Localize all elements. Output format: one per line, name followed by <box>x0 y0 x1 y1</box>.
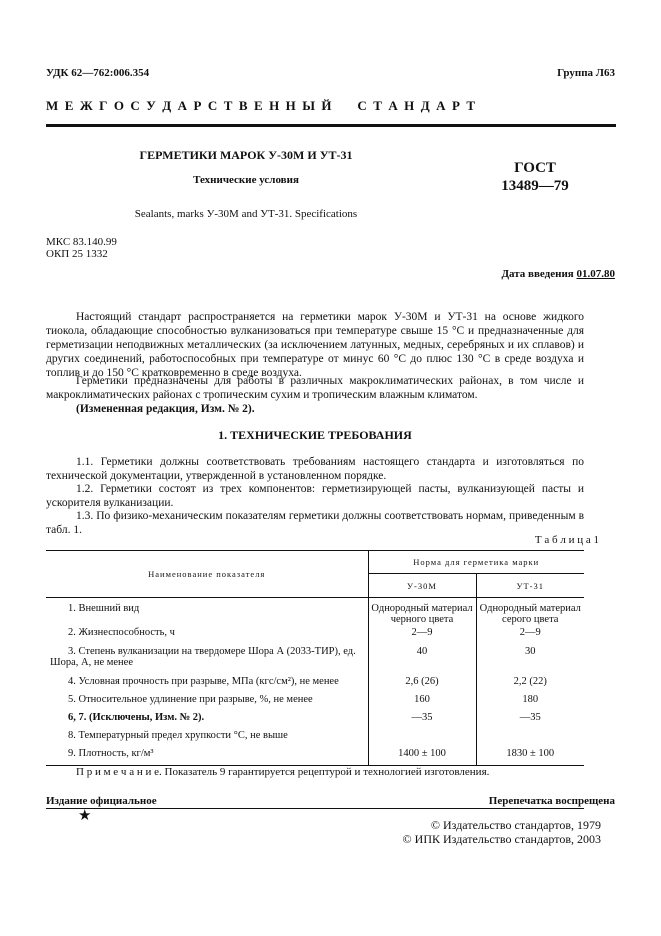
header-norm: Норма для герметика марки <box>368 551 584 574</box>
document-title: ГЕРМЕТИКИ МАРОК У-30М И УТ-31 <box>139 148 353 162</box>
row-name: 6, 7. (Исключены, Изм. № 2). <box>46 710 368 728</box>
row-name: 3. Степень вулканизации на твердомере Шора А (2033-ТИР), ед. Шора, А, не менее <box>46 644 368 674</box>
table-caption: Т а б л и ц а 1 <box>534 534 599 546</box>
row-name: 4. Условная прочность при разрыве, МПа (кгс/см²), не менее <box>46 674 368 692</box>
row-name: 2. Жизнеспособность, ч <box>46 625 368 644</box>
properties-table <box>46 550 584 766</box>
copyright-2003: © ИПК Издательство стандартов, 2003 <box>402 832 601 846</box>
row-u30m <box>368 728 476 746</box>
row-name: 5. Относительное удлинение при разрыве, %, не менее <box>46 692 368 710</box>
udk-code: УДК 62—762:006.354 <box>46 67 150 79</box>
table-row <box>46 644 584 674</box>
row-name: 8. Температурный предел хрупкости °С, не выше <box>46 728 368 746</box>
row-u30m: —35 <box>368 710 476 728</box>
row-ut31: 180 <box>522 694 539 705</box>
table-row <box>46 728 584 746</box>
table-row <box>46 746 584 766</box>
star-icon: ★ <box>78 808 92 824</box>
table-note: П р и м е ч а н и е. Показатель 9 гарантируется рецептурой и технологией изготовления. <box>76 766 490 778</box>
amendment-note: (Измененная редакция, Изм. № 2). <box>76 403 255 415</box>
group-code: Группа Л63 <box>557 67 615 79</box>
row-ut31: —35 <box>519 712 541 723</box>
intro-date-label: Дата введения <box>501 268 574 280</box>
row-ut31: 1830 ± 100 <box>506 748 555 759</box>
intro-paragraph-1: Настоящий стандарт распространяется на герметики марок У-30М и УТ-31 на основе жидкого тиокола, обладающие способностью вулканизоваться при температуре свыше 15 °С и предназначенные для герметизации неподвижных металлических (за исключением латунных, медных, серебряных и их сплавов) и других соединений, работоспособных при температуре от минус 60 °С до плюс 130 °С в среде воздуха и топлив и до 150 °С кратковременно в среде воздуха. <box>46 311 584 379</box>
section-1-title: 1. ТЕХНИЧЕСКИЕ ТРЕБОВАНИЯ <box>218 428 412 442</box>
header-indicator-name: Наименование показателя <box>46 551 368 598</box>
copyright-1979: © Издательство стандартов, 1979 <box>430 818 601 832</box>
footer-rule <box>46 808 584 809</box>
row-u30m: 40 <box>368 644 476 674</box>
clause-1-2: 1.2. Герметики состоят из трех компонентов: герметизирующей пасты, вулканизующей пасты и ускорителя вулканизации. <box>46 483 584 509</box>
row-ut31: Однородный материал серого цвета <box>479 603 581 625</box>
row-ut31 <box>476 728 584 746</box>
row-name: 1. Внешний вид <box>46 598 368 626</box>
banner-rule <box>46 124 616 127</box>
gost-number: 13489—79 <box>501 178 569 194</box>
header-ut31: УТ-31 <box>476 574 584 598</box>
english-title: Sealants, marks У-30М and УТ-31. Specifications <box>134 208 358 220</box>
introduction-date <box>501 268 615 280</box>
table-row <box>46 692 584 710</box>
official-edition: Издание официальное <box>46 795 157 807</box>
header-u30m: У-30М <box>368 574 476 598</box>
intro-paragraph-2: Герметики предназначены для работы в различных макроклиматических районах, в том числе и макроклиматических районах с тропическим сухим и тропическим влажным климатом. <box>46 375 584 401</box>
reprint-prohibited: Перепечатка воспрещена <box>488 795 615 807</box>
clause-1-1: 1.1. Герметики должны соответствовать требованиям настоящего стандарта и изготовляться по технической документации, утвержденной в установленном порядке. <box>46 456 584 482</box>
row-u30m: Однородный материал черного цвета <box>368 598 476 626</box>
table-row <box>46 710 584 728</box>
document-subtitle: Технические условия <box>193 174 299 186</box>
mks-code: МКС 83.140.99 <box>46 236 117 248</box>
row-ut31: 30 <box>525 646 536 657</box>
row-u30m: 160 <box>368 692 476 710</box>
interstate-standard-banner: М Е Ж Г О С У Д А Р С Т В Е Н Н Ы Й С Т А Н Д А Р Т <box>46 98 477 113</box>
row-name: 9. Плотность, кг/м³ <box>46 746 368 766</box>
table-row <box>46 598 584 626</box>
row-ut31: 2—9 <box>519 627 541 638</box>
row-ut31: 2,2 (22) <box>513 676 547 687</box>
okp-code: ОКП 25 1332 <box>46 248 108 260</box>
gost-label: ГОСТ <box>514 160 556 176</box>
clause-1-3: 1.3. По физико-механическим показателям герметики должны соответствовать нормам, приведенным в табл. 1. <box>46 510 584 536</box>
intro-date-value: 01.07.80 <box>576 268 615 280</box>
row-u30m: 1400 ± 100 <box>368 746 476 766</box>
row-u30m: 2,6 (26) <box>368 674 476 692</box>
table-row <box>46 674 584 692</box>
table-row <box>46 625 584 644</box>
row-u30m: 2—9 <box>368 625 476 644</box>
